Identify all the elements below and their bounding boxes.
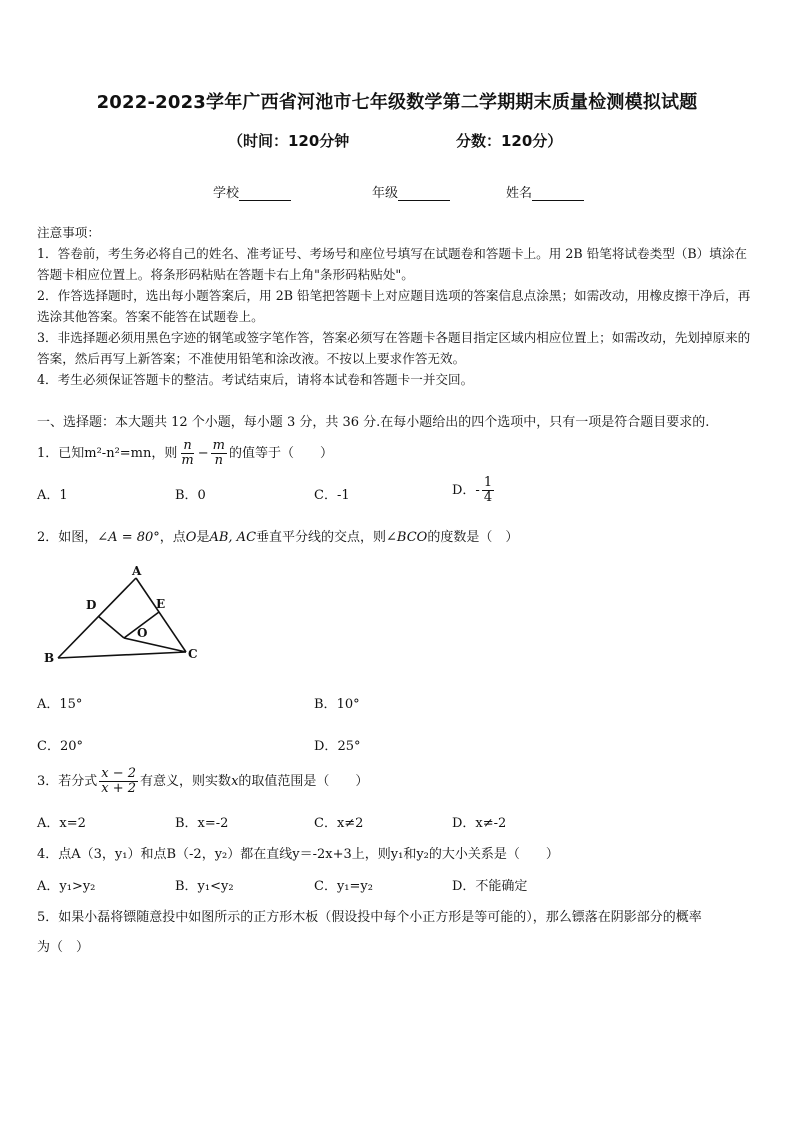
q3-fraction <box>99 767 138 796</box>
question-5-line-1: 5．如果小磊将镖随意投中如图所示的正方形木板（假设投中每个小正方形是等可能的），那么镖落在阴影部分的概率 <box>37 910 702 925</box>
exam-score: 分数：120分） <box>456 132 563 150</box>
name-field[interactable] <box>506 182 584 201</box>
q1-fraction-2 <box>211 439 227 468</box>
q1-f1-num: n <box>183 438 192 453</box>
notice-heading: 注意事项： <box>37 225 100 240</box>
label-b: B <box>44 651 55 665</box>
q1-option-c[interactable]: C．-1 <box>314 488 350 503</box>
school-label: 学校 <box>213 186 240 201</box>
question-5-line-2: 为（ ） <box>37 940 90 955</box>
q2-angle-bco: ∠BCO <box>386 530 428 545</box>
q2-c-value: 20° <box>59 739 83 754</box>
segment-oc <box>124 638 186 652</box>
q1-f2-num: m <box>212 438 225 453</box>
q1-option-b[interactable]: B．0 <box>175 488 206 503</box>
notice-item-1: 1．答卷前，考生务必将自己的姓名、准考证号、考场号和座位号填写在试题卷和答题卡上。用 2B 铅笔将试卷类型（B）填涂在答题卡相应位置上。将条形码粘贴在答题卡右上角"条形码粘贴处"。 <box>37 246 748 282</box>
q4-option-a[interactable]: A．y₁>y₂ <box>37 879 96 894</box>
q1-d-pre: D．- <box>452 483 480 498</box>
q2-d-label: D． <box>314 739 338 754</box>
q2-pre: 2．如图， <box>37 530 98 545</box>
q1-post: 的值等于（ ） <box>228 446 333 461</box>
q2-lines: AB, AC <box>209 530 257 545</box>
q1-fraction-1 <box>179 439 195 468</box>
q1-f2-den: n <box>214 453 223 468</box>
notice-item-2: 2．作答选择题时，选出每小题答案后，用 2B 铅笔把答题卡上对应题目选项的答案信息点涂黑；如需改动，用橡皮擦干净后，再选涂其他答案。答案不能答在试题卷上。 <box>37 288 751 324</box>
q2-option-a[interactable] <box>37 693 82 712</box>
q4-option-c[interactable]: C．y₁=y₂ <box>314 879 373 894</box>
section-heading: 一、选择题：本大题共 12 个小题，每小题 3 分，共 36 分.在每小题给出的四个选项中，只有一项是符合题目要求的. <box>37 415 710 430</box>
q3-var-x: x <box>231 774 239 789</box>
label-o: O <box>137 626 148 640</box>
question-2 <box>37 526 518 545</box>
q2-d-value: 25° <box>337 739 361 754</box>
q2-option-b[interactable] <box>314 693 360 712</box>
question-3 <box>37 765 368 799</box>
name-blank[interactable] <box>532 186 584 201</box>
q3-num: x − 2 <box>101 766 137 781</box>
q3-option-b[interactable]: B．x=-2 <box>175 816 229 831</box>
q2-a-label: A． <box>37 697 60 712</box>
q3-option-a[interactable]: A．x=2 <box>37 816 86 831</box>
q1-d-fraction <box>482 476 494 505</box>
notice-item-3: 3．非选择题必须用黑色字迹的钢笔或签字笔作答，答案必须写在答题卡各题目指定区域内相应位置上；如需改动，先划掉原来的答案，然后再写上新答案；不准使用铅笔和涂改液。不按以上要求作答无效。 <box>37 330 751 366</box>
label-a: A <box>132 564 142 578</box>
q2-point-o: O <box>185 530 197 545</box>
q3-pre: 3．若分式 <box>37 774 98 789</box>
q2-mid: ，点 <box>159 530 186 545</box>
q1-d-num: 1 <box>483 475 493 490</box>
q2-option-d[interactable] <box>314 735 360 754</box>
side-bc <box>58 652 186 658</box>
q1-d-den: 4 <box>483 490 493 505</box>
q2-angle-a: ∠A = 80° <box>97 530 160 545</box>
label-e: E <box>156 597 166 611</box>
perp-bisector-d <box>98 616 124 638</box>
grade-field[interactable] <box>372 182 450 201</box>
grade-label: 年级 <box>372 186 399 201</box>
q3-den: x + 2 <box>101 781 137 796</box>
q2-b-value: 10° <box>336 697 360 712</box>
grade-blank[interactable] <box>398 186 450 201</box>
exam-title: 2022-2023学年广西省河池市七年级数学第二学期期末质量检测模拟试题 <box>96 92 698 113</box>
label-c: C <box>188 647 198 661</box>
q4-option-b[interactable]: B．y₁<y₂ <box>175 879 234 894</box>
q1-pre: 1．已知m²-n²=mn，则 <box>37 446 178 461</box>
q1-minus: − <box>197 446 209 461</box>
q2-option-c[interactable] <box>37 735 83 754</box>
school-field[interactable] <box>213 182 291 201</box>
q1-f1-den: m <box>181 453 194 468</box>
q3-mid: 有意义，则实数 <box>140 774 232 789</box>
school-blank[interactable] <box>239 186 291 201</box>
q4-option-d[interactable]: D．不能确定 <box>452 879 528 894</box>
exam-time: （时间：120分钟 <box>228 132 350 150</box>
label-d: D <box>86 598 97 612</box>
q3-option-d[interactable]: D．x≠-2 <box>452 816 507 831</box>
q2-c-label: C． <box>37 739 60 754</box>
q3-option-c[interactable]: C．x≠2 <box>314 816 364 831</box>
q3-post: 的取值范围是（ ） <box>238 774 369 789</box>
q2-a-value: 15° <box>59 697 83 712</box>
q2-b-label: B． <box>314 697 337 712</box>
name-label: 姓名 <box>506 186 533 201</box>
notice-item-4: 4．考生必须保证答题卡的整洁。考试结束后，请将本试卷和答题卡一并交回。 <box>37 372 474 387</box>
q2-post: 的度数是（ ） <box>427 530 519 545</box>
question-4: 4．点A（3，y₁）和点B（-2，y₂）都在直线y＝-2x+3上，则y₁和y₂的大小关系是（ ） <box>37 847 559 862</box>
side-ab <box>58 578 136 658</box>
q2-mid3: 垂直平分线的交点，则 <box>256 530 387 545</box>
q1-option-a[interactable]: A．1 <box>37 488 68 503</box>
q1-option-d[interactable] <box>452 474 496 508</box>
triangle-figure <box>36 562 206 668</box>
side-ac <box>136 578 186 652</box>
question-1 <box>37 437 333 471</box>
q2-mid2: 是 <box>196 530 210 545</box>
